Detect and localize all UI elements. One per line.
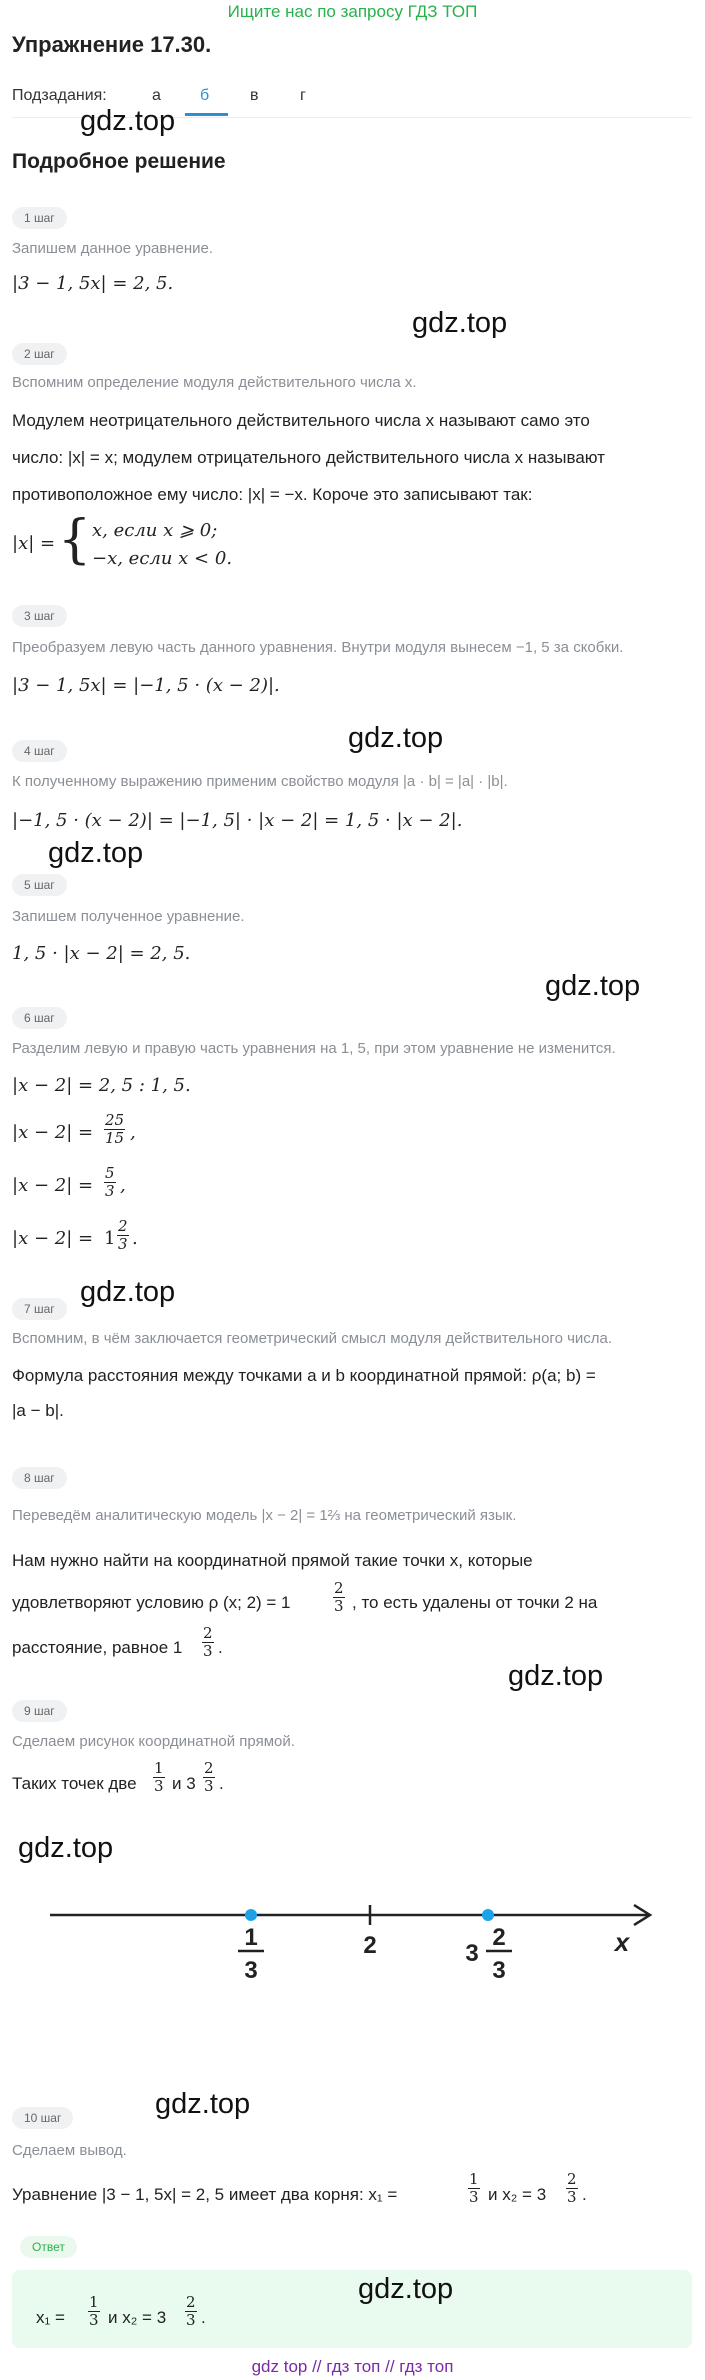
tab-a[interactable]: а (152, 87, 161, 104)
fraction: $\frac{2}{3}$ (118, 1217, 128, 1253)
point-one-third (245, 1909, 257, 1921)
label-b-den: 3 (492, 1957, 506, 1984)
footer-links[interactable]: gdz top // гдз топ // гдз топ (251, 2357, 454, 2376)
fraction: $\frac{1}{3}$ (89, 2293, 99, 2329)
watermark: gdz.top (80, 1276, 176, 1308)
fraction: $\frac{5}{3}$ (105, 1164, 115, 1200)
label-mid: 2 (363, 1932, 377, 1959)
watermark: gdz.top (412, 307, 508, 339)
equation: |x − 2| = 2, 5 : 1, 5. (12, 1075, 191, 1096)
step-text: Модулем неотрицательного действительного числа x называют само это (12, 411, 590, 430)
step-badge: 7 шаг (12, 1298, 67, 1320)
cases-brace: { (58, 510, 92, 570)
label-a-num: 1 (244, 1924, 258, 1951)
step-text: . (582, 2185, 587, 2204)
step-text: , то есть удалены от точки 2 на (352, 1593, 598, 1612)
step-text: Нам нужно найти на координатной прямой такие точки x, которые (12, 1551, 533, 1570)
step-note: Разделим левую и правую часть уравнения на 1, 5, при этом уравнение не изменится. (12, 1040, 616, 1057)
step-text: и 3 (172, 1774, 196, 1793)
step-badge: 6 шаг (12, 1007, 67, 1029)
watermark: gdz.top (508, 1660, 604, 1692)
exercise-title: Упражнение 17.30. (12, 32, 212, 57)
answer-text: и x₂ = 3 (108, 2308, 167, 2327)
step-text: и x₂ = 3 (488, 2185, 547, 2204)
step-text: . (218, 1638, 223, 1657)
step-note: Запишем полученное уравнение. (12, 908, 245, 925)
tab-b[interactable]: б (200, 87, 210, 104)
step-text: Формула расстояния между точками a и b координатной прямой: ρ(a; b) = (12, 1366, 596, 1385)
equation: |−1, 5 · (x − 2)| = |−1, 5| · |x − 2| = 1, 5 · |x − 2|. (12, 810, 463, 831)
step-badge: 1 шаг (12, 207, 67, 229)
step-text: . (219, 1774, 224, 1793)
answer-text: . (201, 2308, 206, 2327)
tab-v[interactable]: в (250, 87, 259, 104)
fraction: $\frac{2}{3}$ (186, 2293, 196, 2329)
equation: 1, 5 · |x − 2| = 2, 5. (12, 943, 191, 964)
case-1: x, если x ⩾ 0; (92, 520, 218, 541)
case-2: −x, если x < 0. (92, 548, 233, 569)
step-badge: 10 шаг (12, 2107, 73, 2129)
step-badge: 4 шаг (12, 740, 67, 762)
equation-lhs: |x − 2| = (12, 1122, 94, 1143)
solution-heading: Подробное решение (12, 150, 226, 173)
step-text: Таких точек две (12, 1774, 137, 1793)
step-text: число: |x| = x; модулем отрицательного действительного числа x называют (12, 448, 605, 467)
watermark: gdz.top (80, 105, 176, 137)
fraction: $\frac{2}{3}$ (334, 1579, 344, 1615)
cases-lhs: |x| = (12, 533, 56, 554)
answer-badge: Ответ (20, 2236, 77, 2258)
fraction: $\frac{2}{3}$ (203, 1624, 213, 1660)
fraction: $\frac{2}{3}$ (204, 1759, 214, 1795)
step-note: Запишем данное уравнение. (12, 240, 214, 257)
step-text: Уравнение |3 − 1, 5x| = 2, 5 имеет два корня: x₁ = (12, 2185, 398, 2204)
period: . (132, 1228, 138, 1249)
watermark: gdz.top (18, 1832, 114, 1864)
step-note: Вспомним определение модуля действительного числа x. (12, 374, 417, 391)
step-note: Сделаем рисунок координатной прямой. (12, 1733, 295, 1750)
watermark: gdz.top (48, 837, 144, 869)
step-note: К полученному выражению применим свойство модуля |a · b| = |a| · |b|. (12, 773, 508, 790)
equation: |3 − 1, 5x| = 2, 5. (12, 273, 174, 294)
axis-label: x (614, 1927, 630, 1957)
label-b-whole: 3 (465, 1940, 479, 1967)
top-search-link[interactable]: Ищите нас по запросу ГДЗ ТОП (227, 2, 478, 21)
step-note: Вспомним, в чём заключается геометрический смысл модуля действительного числа. (12, 1330, 613, 1347)
step-note: Переведём аналитическую модель |x − 2| = 1⅔ на геометрический язык. (12, 1507, 517, 1524)
equation-lhs: |x − 2| = (12, 1228, 94, 1249)
active-tab-indicator (185, 113, 228, 116)
step-badge: 9 шаг (12, 1700, 67, 1722)
step-badge: 2 шаг (12, 343, 67, 365)
step-note: Сделаем вывод. (12, 2142, 127, 2159)
period: , (130, 1122, 136, 1143)
label-b-num: 2 (492, 1924, 506, 1951)
subtasks-label: Подзадания: (12, 87, 107, 104)
whole-part: 1 (104, 1228, 116, 1249)
step-badge: 3 шаг (12, 605, 67, 627)
tab-g[interactable]: г (300, 87, 306, 104)
fraction: $\frac{2}{3}$ (567, 2170, 577, 2206)
step-text: противоположное ему число: |x| = −x. Короче это записывают так: (12, 485, 533, 504)
number-line (0, 1885, 705, 1995)
fraction: $\frac{1}{3}$ (469, 2170, 479, 2206)
step-text: расстояние, равное 1 (12, 1638, 183, 1657)
period: , (120, 1175, 126, 1196)
fraction: $\frac{25}{15}$ (105, 1111, 125, 1147)
label-a-den: 3 (244, 1957, 258, 1984)
answer-text: x₁ = (36, 2308, 65, 2327)
point-three-two-thirds (482, 1909, 494, 1921)
step-badge: 5 шаг (12, 874, 67, 896)
equation: |3 − 1, 5x| = |−1, 5 · (x − 2)|. (12, 675, 280, 696)
watermark: gdz.top (155, 2088, 251, 2120)
step-badge: 8 шаг (12, 1467, 67, 1489)
fraction: $\frac{1}{3}$ (154, 1759, 164, 1795)
equation-lhs: |x − 2| = (12, 1175, 94, 1196)
step-note: Преобразуем левую часть данного уравнения. Внутри модуля вынесем −1, 5 за скобки. (12, 639, 624, 656)
step-text: удовлетворяют условию ρ (x; 2) = 1 (12, 1593, 291, 1612)
step-text: |a − b|. (12, 1401, 64, 1420)
watermark: gdz.top (545, 970, 641, 1002)
watermark: gdz.top (358, 2273, 454, 2305)
watermark: gdz.top (348, 722, 444, 754)
